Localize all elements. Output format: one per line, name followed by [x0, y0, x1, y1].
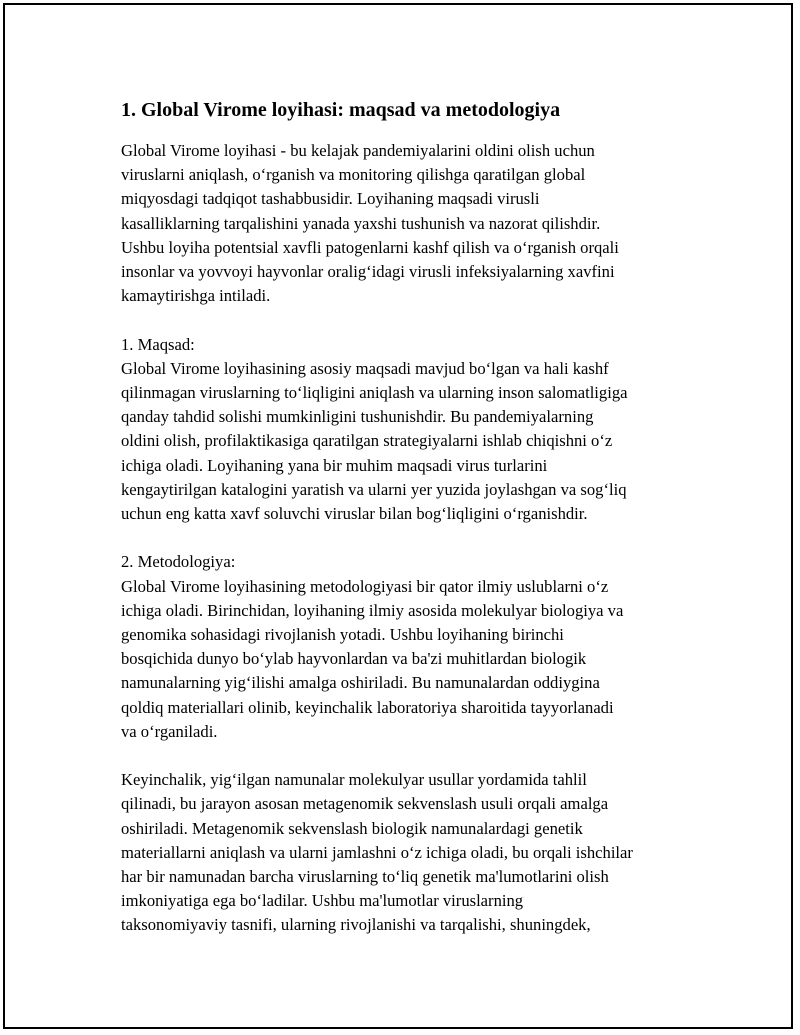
paragraph-gap [121, 308, 701, 332]
text-line: bosqichida dunyo bo‘ylab hayvonlardan va ba'zi muhitlardan biologik [121, 649, 587, 669]
paragraph-gap [121, 744, 701, 768]
text-line: imkoniyatiga ega bo‘ladilar. Ushbu ma'lumotlar viruslarning [121, 891, 524, 911]
text-line: viruslarni aniqlash, o‘rganish va monitoring qilishga qaratilgan global [121, 165, 586, 185]
text-line: uchun eng katta xavf soluvchi viruslar bilan bog‘liqligini o‘rganishdir. [121, 504, 588, 524]
paragraph-gap [121, 526, 701, 550]
text-line: insonlar va yovvoyi hayvonlar oralig‘idagi virusli infeksiyalarning xavfini [121, 262, 615, 282]
text-line: qanday tahdid solishi mumkinligini tushunishdir. Bu pandemiyalarning [121, 407, 594, 427]
section-continuation [121, 768, 701, 937]
document-body [121, 91, 701, 938]
text-line: Global Virome loyihasi - bu kelajak pandemiyalarini oldini olish uchun [121, 141, 595, 160]
text-line: qilinadi, bu jarayon asosan metagenomik sekvenslash usuli orqali amalga [121, 794, 609, 814]
page-title: 1. Global Virome loyihasi: maqsad va metodologiya [121, 99, 561, 121]
document-page [3, 3, 793, 1029]
text-line: materiallarni aniqlash va ularni jamlashni o‘z ichiga oladi, bu orqali ishchilar [121, 842, 633, 862]
text-line: ichiga oladi. Birinchidan, loyihaning ilmiy asosida molekulyar biologiya va [121, 600, 624, 620]
section-heading: 2. Metodologiya: [121, 552, 236, 572]
text-line: taksonomiyaviy tasnifi, ularning rivojlanishi va tarqalishi, shuningdek, [121, 915, 591, 935]
text-line: Global Virome loyihasining metodologiyasi bir qator ilmiy uslublarni o‘z [121, 576, 609, 596]
section-heading: 1. Maqsad: [121, 334, 195, 354]
text-line: Global Virome loyihasining asosiy maqsadi mavjud bo‘lgan va hali kashf [121, 358, 609, 378]
text-line: har bir namunadan barcha viruslarning to‘liq genetik ma'lumotlarini olish [121, 867, 609, 887]
text-line: kamaytirishga intiladi. [121, 286, 271, 306]
text-line: qilinmagan viruslarning to‘liqligini aniqlash va ularning inson salomatligiga [121, 383, 628, 403]
text-line: qoldiq materiallari olinib, keyinchalik laboratoriya sharoitida tayyorlanadi [121, 697, 614, 717]
text-line: genomika sohasidagi rivojlanish yotadi. Ushbu loyihaning birinchi [121, 625, 564, 645]
text-line: ichiga oladi. Loyihaning yana bir muhim maqsadi virus turlarini [121, 455, 548, 475]
text-line: va o‘rganiladi. [121, 721, 218, 741]
section-maqsad [121, 333, 701, 527]
text-line: oshiriladi. Metagenomik sekvenslash biologik namunalardagi genetik [121, 818, 583, 838]
text-line: namunalarning yig‘ilishi amalga oshiriladi. Bu namunalardan oddiygina [121, 673, 600, 693]
text-line: Ushbu loyiha potentsial xavfli patogenlarni kashf qilish va o‘rganish orqali [121, 237, 619, 257]
intro-paragraph [121, 139, 701, 308]
text-line: miqyosdagi tadqiqot tashabbusidir. Loyihaning maqsadi virusli [121, 189, 540, 209]
text-line: kengaytirilgan katalogini yaratish va ularni yer yuzida joylashgan va sog‘liq [121, 479, 627, 499]
text-line: Keyinchalik, yig‘ilgan namunalar molekulyar usullar yordamida tahlil [121, 770, 587, 790]
section-metodologiya [121, 550, 701, 744]
text-line: oldini olish, profilaktikasiga qaratilgan strategiyalarni ishlab chiqishni o‘z [121, 431, 613, 451]
text-line: kasalliklarning tarqalishini yanada yaxshi tushunish va nazorat qilishdir. [121, 213, 601, 233]
